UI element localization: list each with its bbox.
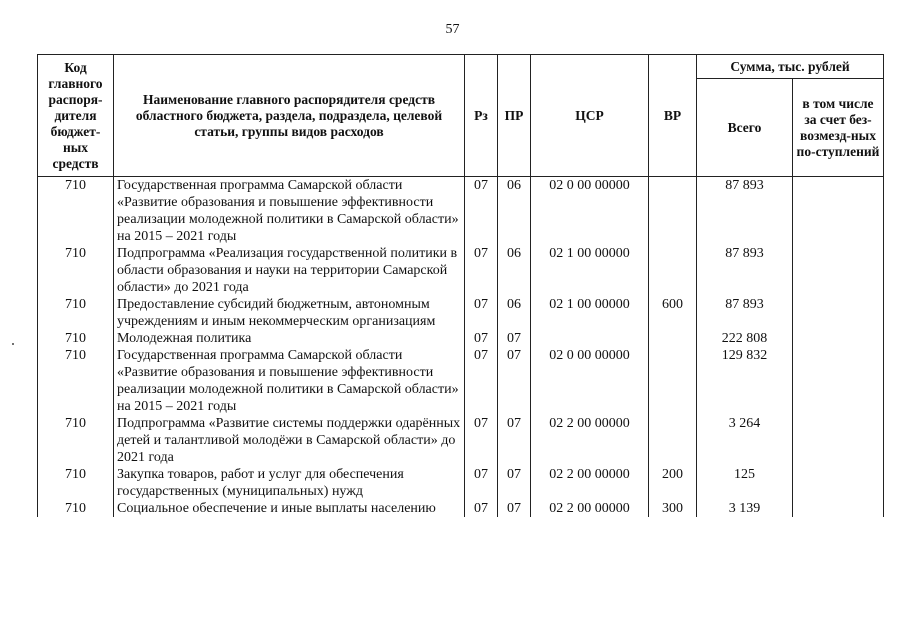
header-pr: ПР	[498, 55, 531, 177]
page-number: 57	[445, 22, 460, 37]
budget-table	[37, 54, 884, 517]
table-row	[38, 415, 884, 466]
row-rz: 07	[465, 415, 498, 466]
row-vr	[649, 245, 697, 296]
row-rz: 07	[465, 466, 498, 500]
row-csr: 02 1 00 00000	[531, 245, 649, 296]
row-code: 710	[38, 296, 114, 330]
row-vr: 600	[649, 296, 697, 330]
row-total: 222 808	[697, 330, 793, 347]
table-row	[38, 466, 884, 500]
row-vr: 300	[649, 500, 697, 517]
row-csr: 02 2 00 00000	[531, 466, 649, 500]
row-csr: 02 0 00 00000	[531, 347, 649, 415]
row-pr: 07	[498, 330, 531, 347]
header-code: Код главного распоря-дителя бюджет-ных средств	[38, 55, 114, 177]
row-total: 87 893	[697, 296, 793, 330]
row-vr	[649, 330, 697, 347]
table-row	[38, 245, 884, 296]
row-vr	[649, 347, 697, 415]
row-incl	[793, 415, 884, 466]
row-csr: 02 2 00 00000	[531, 415, 649, 466]
header-total: Всего	[697, 79, 793, 177]
row-name: Закупка товаров, работ и услуг для обеспечения государственных (муниципальных) нужд	[114, 466, 465, 500]
row-code: 710	[38, 466, 114, 500]
row-total: 125	[697, 466, 793, 500]
row-pr: 06	[498, 245, 531, 296]
row-name: Государственная программа Самарской области «Развитие образования и повышение эффективности реализации молодежной политики в Самарской области» на 2015 – 2021 годы	[114, 347, 465, 415]
row-code: 710	[38, 347, 114, 415]
row-name: Предоставление субсидий бюджетным, автономным учреждениям и иным некоммерческим организациям	[114, 296, 465, 330]
row-pr: 06	[498, 296, 531, 330]
row-incl	[793, 296, 884, 330]
row-code: 710	[38, 500, 114, 517]
row-incl	[793, 177, 884, 246]
row-pr: 07	[498, 347, 531, 415]
row-csr: 02 2 00 00000	[531, 500, 649, 517]
header-csr: ЦСР	[531, 55, 649, 177]
table-row	[38, 177, 884, 246]
row-code: 710	[38, 177, 114, 246]
header-incl: в том числе за счет без-возмезд-ных по-ступлений	[793, 79, 884, 177]
row-name: Подпрограмма «Реализация государственной политики в области образования и науки на территории Самарской области» до 2021 года	[114, 245, 465, 296]
row-incl	[793, 500, 884, 517]
row-incl	[793, 466, 884, 500]
table-row	[38, 330, 884, 347]
header-vr: ВР	[649, 55, 697, 177]
row-code: 710	[38, 415, 114, 466]
row-code: 710	[38, 245, 114, 296]
row-vr	[649, 177, 697, 246]
row-vr: 200	[649, 466, 697, 500]
row-pr: 07	[498, 415, 531, 466]
table-row	[38, 296, 884, 330]
row-vr	[649, 415, 697, 466]
row-rz: 07	[465, 245, 498, 296]
row-csr: 02 1 00 00000	[531, 296, 649, 330]
row-code: 710	[38, 330, 114, 347]
row-total: 3 264	[697, 415, 793, 466]
row-pr: 07	[498, 466, 531, 500]
row-total: 3 139	[697, 500, 793, 517]
row-rz: 07	[465, 347, 498, 415]
row-rz: 07	[465, 296, 498, 330]
header-sum: Сумма, тыс. рублей	[697, 55, 884, 79]
row-incl	[793, 245, 884, 296]
row-incl	[793, 330, 884, 347]
row-total: 87 893	[697, 245, 793, 296]
row-name: Молодежная политика	[114, 330, 465, 347]
row-rz: 07	[465, 330, 498, 347]
table-row	[38, 347, 884, 415]
row-total: 129 832	[697, 347, 793, 415]
row-total: 87 893	[697, 177, 793, 246]
row-incl	[793, 347, 884, 415]
table-row	[38, 500, 884, 517]
scan-speck	[12, 343, 14, 345]
row-name: Социальное обеспечение и иные выплаты населению	[114, 500, 465, 517]
row-csr: 02 0 00 00000	[531, 177, 649, 246]
row-pr: 07	[498, 500, 531, 517]
row-rz: 07	[465, 177, 498, 246]
header-rz: Рз	[465, 55, 498, 177]
row-name: Государственная программа Самарской области «Развитие образования и повышение эффективности реализации молодежной политики в Самарской области» на 2015 – 2021 годы	[114, 177, 465, 246]
row-name: Подпрограмма «Развитие системы поддержки одарённых детей и талантливой молодёжи в Самарской области» до 2021 года	[114, 415, 465, 466]
row-pr: 06	[498, 177, 531, 246]
row-rz: 07	[465, 500, 498, 517]
header-name: Наименование главного распорядителя средств областного бюджета, раздела, подраздела, целевой статьи, группы видов расходов	[114, 55, 465, 177]
row-csr	[531, 330, 649, 347]
